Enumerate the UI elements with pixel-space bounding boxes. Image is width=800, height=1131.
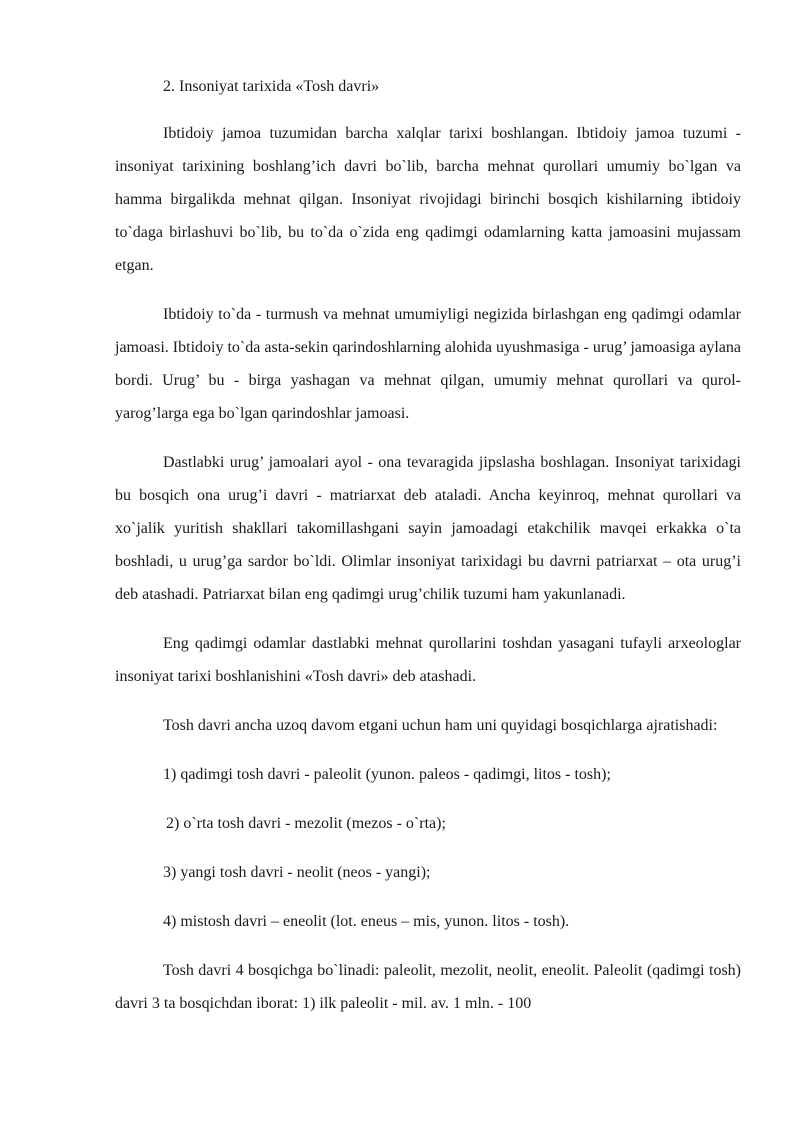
list-item-eneolit: 4) mistosh davri – eneolit (lot. eneus – mis, yunon. litos - tosh). xyxy=(163,913,570,930)
section-heading: 2. Insoniyat tarixida «Tosh davri» xyxy=(163,78,380,95)
paragraph-final: Tosh davri 4 bosqichga bo`linadi: paleolit, mezolit, neolit, eneolit. Paleolit (qadimgi tosh) davri 3 ta bosqichdan iborat: 1) ilk paleolit - mil. av. 1 mln. - 100 xyxy=(115,962,741,1012)
paragraph-4: Eng qadimgi odamlar dastlabki mehnat qurollarini toshdan yasagani tufayli arxeologlar insoniyat tarixi boshlanishini «Tosh davri» deb atashadi. xyxy=(115,635,741,685)
list-item-paleolit: 1) qadimgi tosh davri - paleolit (yunon. paleos - qadimgi, litos - tosh); xyxy=(163,766,611,783)
list-item-mezolit: 2) o`rta tosh davri - mezolit (mezos - o`rta); xyxy=(166,815,446,832)
list-item-neolit: 3) yangi tosh davri - neolit (neos - yangi); xyxy=(163,864,431,881)
paragraph-1: Ibtidoiy jamoa tuzumidan barcha xalqlar tarixi boshlangan. Ibtidoiy jamoa tuzumi - insoniyat tarixining boshlang’ich davri bo`lib, barcha mehnat qurollari umumiy bo`lgan va hamma birgalikda mehnat qilgan. Insoniyat rivojidagi birinchi bosqich kishilarning ibtidoiy to`daga birlashuvi bo`lib, bu to`da o`zida eng qadimgi odamlarning katta jamoasini mujassam etgan. xyxy=(115,125,741,274)
paragraph-2: Ibtidoiy to`da - turmush va mehnat umumiyligi negizida birlashgan eng qadimgi odamlar jamoasi. Ibtidoiy to`da asta-sekin qarindoshlarning alohida uyushmasiga - urug’ jamoasiga aylana bordi. Urug’ bu - birga yashagan va mehnat qilgan, umumiy mehnat qurollari va qurol-yarog’larga ega bo`lgan qarindoshlar jamoasi. xyxy=(115,306,741,422)
paragraph-3: Dastlabki urug’ jamoalari ayol - ona tevaragida jipslasha boshlagan. Insoniyat tarixidagi bu bosqich ona urug’i davri - matriarxat deb ataladi. Ancha keyinroq, mehnat qurollari va xo`jalik yuritish shakllari takomillashgani sayin jamoadagi etakchilik mavqei erkakka o`ta boshladi, u urug’ga sardor bo`ldi. Olimlar insoniyat tarixidagi bu davrni patriarxat – ota urug’i deb atashadi. Patriarxat bilan eng qadimgi urug’chilik tuzumi ham yakunlanadi. xyxy=(115,454,741,603)
document-body xyxy=(115,76,741,1020)
paragraph-5: Tosh davri ancha uzoq davom etgani uchun ham uni quyidagi bosqichlarga ajratishadi: xyxy=(163,717,718,734)
